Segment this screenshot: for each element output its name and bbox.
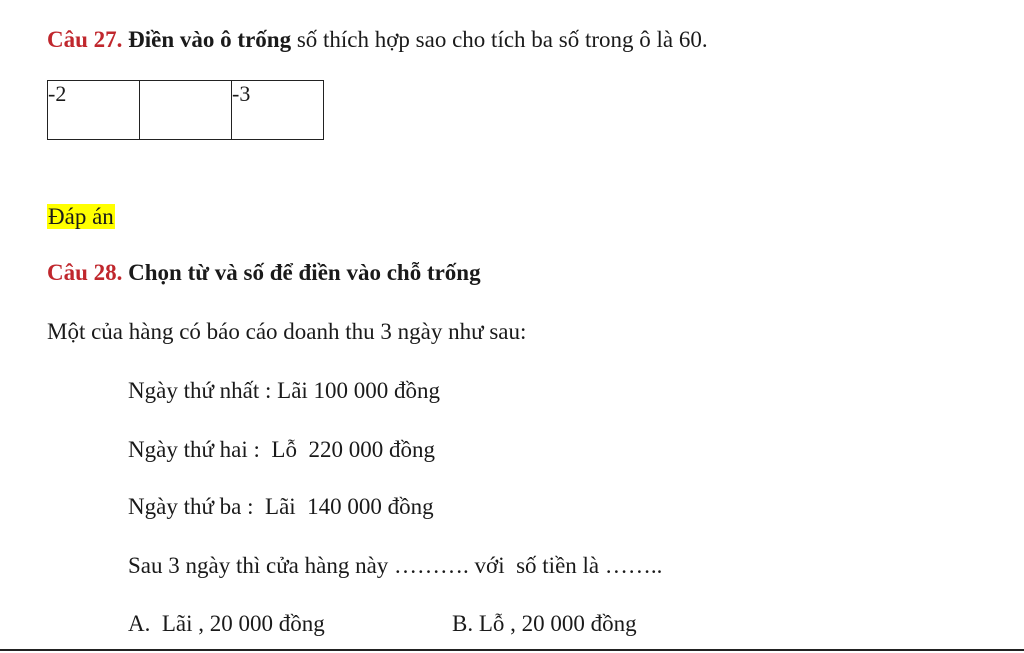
answer-box-3-value: -3 bbox=[232, 81, 251, 106]
answer-box-1-value: -2 bbox=[48, 81, 67, 106]
fill-blank-sentence: Sau 3 ngày thì cửa hàng này ………. với số tiền là …….. bbox=[128, 553, 663, 578]
answer-box-3[interactable] bbox=[232, 81, 324, 140]
question-28-intro: Một của hàng có báo cáo doanh thu 3 ngày như sau: bbox=[47, 319, 527, 344]
question-28-number: Câu 28. bbox=[47, 260, 123, 285]
option-b[interactable]: B. Lỗ , 20 000 đồng bbox=[452, 611, 637, 636]
answer-label: Đáp án bbox=[48, 204, 114, 229]
question-27-text: số thích hợp sao cho tích ba số trong ô là 60. bbox=[296, 27, 708, 52]
question-27-instruction: Điền vào ô trống bbox=[128, 27, 292, 52]
answer-box-1[interactable] bbox=[48, 81, 140, 140]
question-27-heading bbox=[47, 26, 708, 54]
bottom-divider bbox=[0, 649, 1024, 651]
option-a[interactable]: A. Lãi , 20 000 đồng bbox=[128, 611, 325, 636]
question-28-title: Chọn từ và số để điền vào chỗ trống bbox=[128, 260, 481, 285]
day-2-line: Ngày thứ hai : Lỗ 220 000 đồng bbox=[128, 437, 435, 462]
question-27-number: Câu 27. bbox=[47, 27, 123, 52]
question-28-heading bbox=[47, 259, 481, 287]
day-1-line: Ngày thứ nhất : Lãi 100 000 đồng bbox=[128, 378, 441, 403]
answer-boxes bbox=[47, 80, 324, 140]
answer-box-2[interactable] bbox=[140, 81, 232, 140]
day-3-line: Ngày thứ ba : Lãi 140 000 đồng bbox=[128, 494, 434, 519]
answer-heading bbox=[47, 203, 115, 231]
